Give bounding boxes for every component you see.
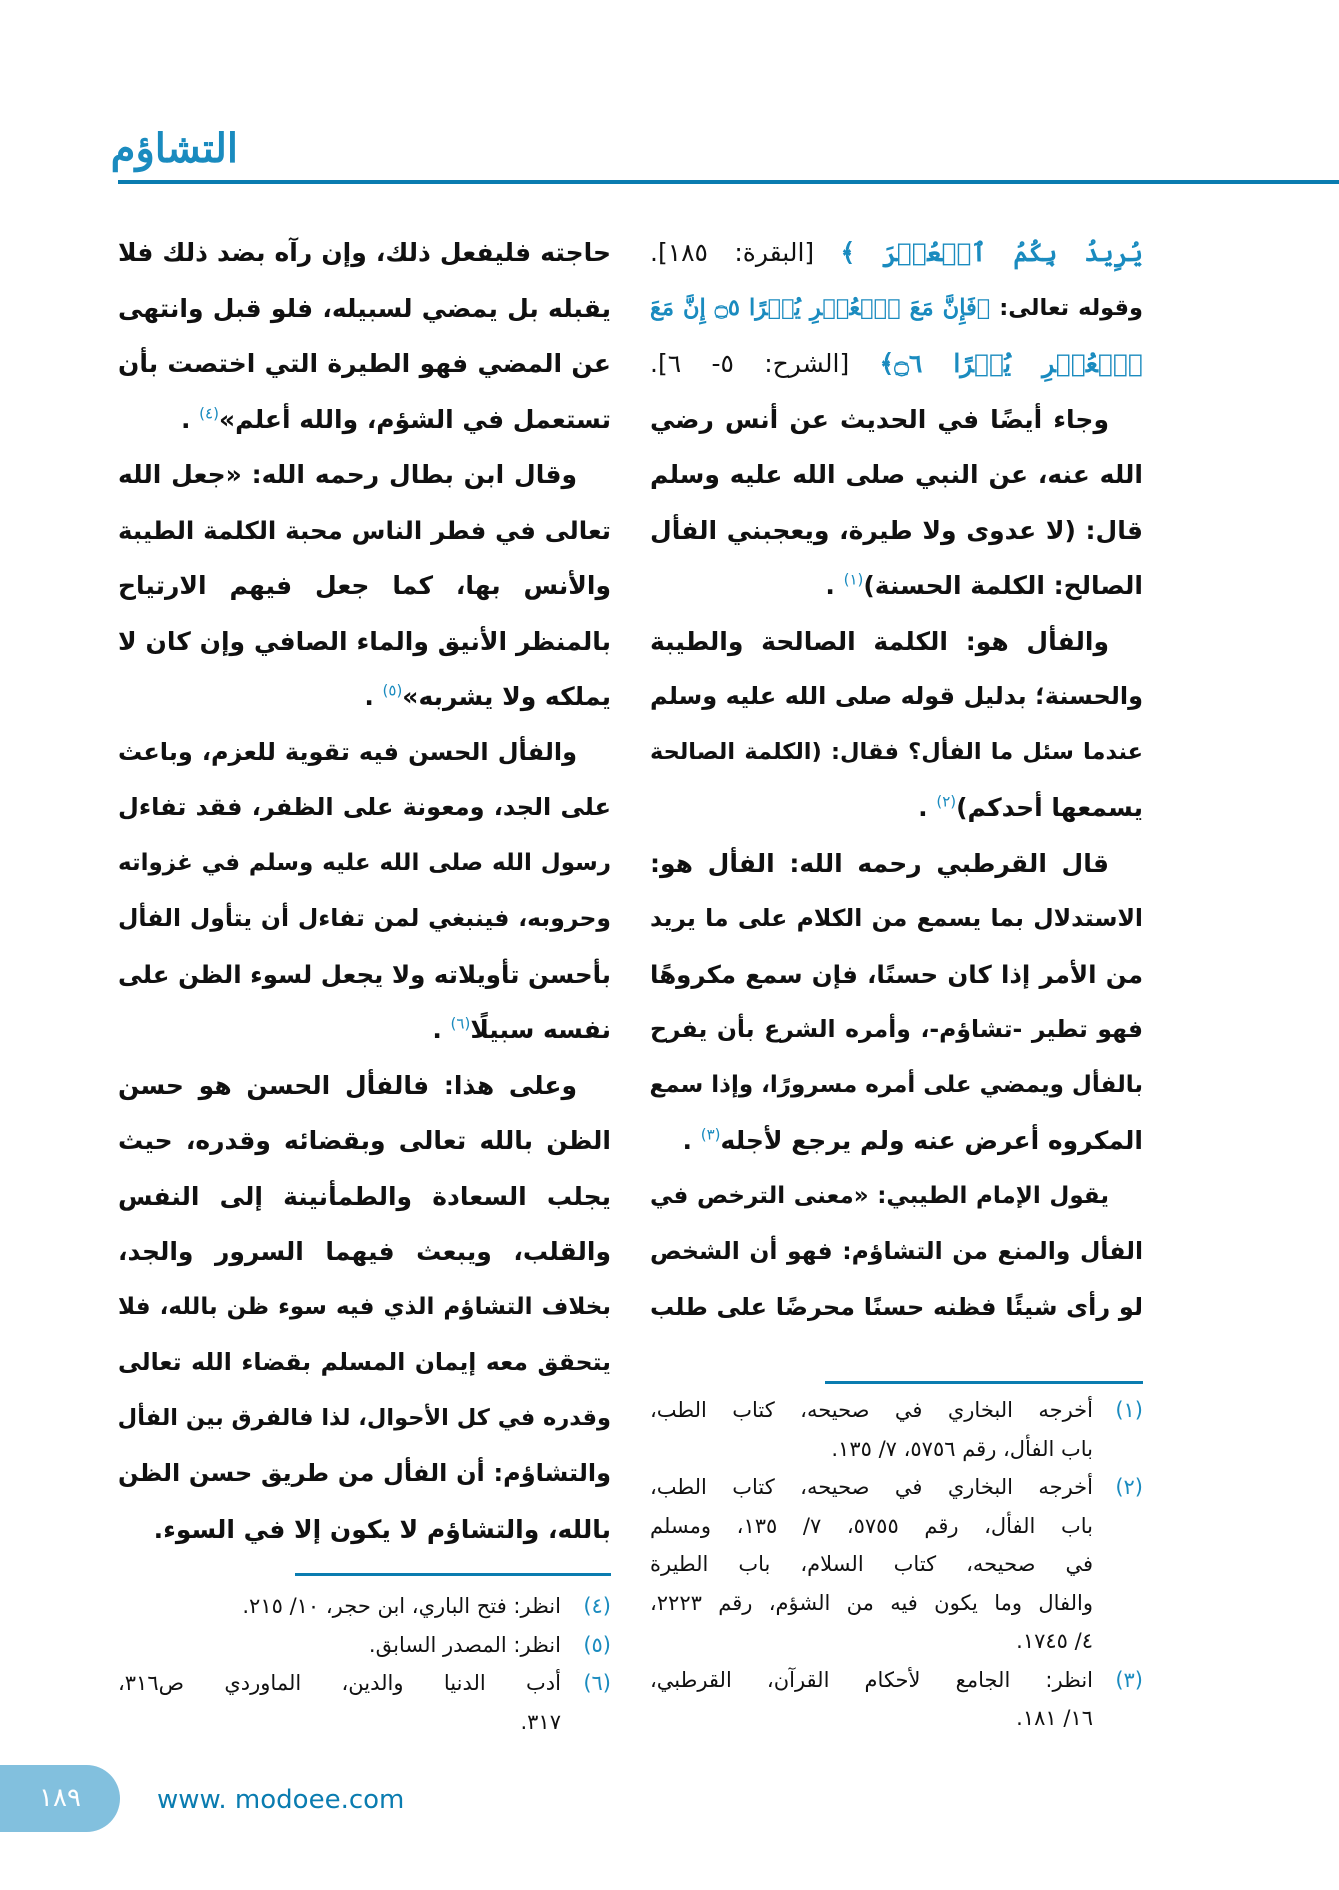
text-segment: على الجد، ومعونة على الظفر، فقد تفاءل	[118, 793, 611, 821]
footnote	[118, 1626, 611, 1665]
text-segment: والقلب، ويبعث فيهما السرور والجد،	[118, 1237, 611, 1266]
footnote-text: أخرجه البخاري في صحيحه، كتاب الطب،	[650, 1475, 1093, 1499]
footnote	[118, 1664, 611, 1741]
text-line	[650, 725, 1143, 781]
text-line	[118, 725, 611, 781]
text-line	[650, 1058, 1143, 1114]
text-segment: بأحسن تأويلاته ولا يجعل لسوء الظن على	[118, 959, 611, 989]
text-line	[650, 669, 1143, 725]
text-segment: الله عنه، عن النبي صلى الله عليه وسلم	[650, 460, 1143, 489]
footnote	[118, 1587, 611, 1626]
text-line	[118, 1446, 611, 1502]
text-line	[650, 1113, 1143, 1169]
website-link[interactable]: www. modoee.com	[157, 1785, 405, 1815]
text-segment: الفأل والمنع من التشاؤم: فهو أن الشخص	[650, 1237, 1143, 1265]
text-segment: والفأل الحسن فيه تقوية للعزم، وباعث	[118, 737, 577, 766]
text-segment: يقول الإمام الطيبي: «معنى الترخص في	[650, 1182, 1109, 1209]
text-line	[650, 1224, 1143, 1280]
text-segment: .	[682, 1126, 701, 1155]
footnote-text: أدب الدنيا والدين، الماوردي ص٣١٦،	[118, 1671, 561, 1695]
text-segment: فهو تطير -تشاؤم-، وأمره الشرع بأن يفرح	[650, 1015, 1143, 1043]
footnote-text: باب الفأل، رقم ٥٧٥٦، ٧/ ١٣٥.	[831, 1436, 1093, 1461]
text-line	[650, 780, 1143, 836]
footnote-reference[interactable]: (٢)	[936, 792, 957, 811]
header-divider	[118, 180, 1339, 184]
text-line	[118, 503, 611, 559]
text-line	[650, 947, 1143, 1003]
text-line	[118, 1502, 611, 1558]
footnote-number: (٣)	[1115, 1667, 1143, 1692]
text-segment: عندما سئل ما الفأل؟ فقال: (الكلمة الصالحة	[650, 738, 1143, 765]
footnote-reference[interactable]: (٤)	[199, 404, 219, 423]
footnote-text: انظر: المصدر السابق.	[368, 1632, 561, 1657]
text-segment: بالمنظر الأنيق والماء الصافي وإن كان لا	[118, 626, 611, 656]
text-segment: يسمعها أحدكم)	[956, 793, 1143, 822]
text-segment: الصالح: الكلمة الحسنة)	[863, 571, 1143, 600]
text-segment: وقدره في كل الأحوال، لذا فالفرق بين الفأل	[117, 1404, 611, 1431]
footnote-text: والفال وما يكون فيه من الشؤم، رقم ٢٢٢٣،	[650, 1590, 1093, 1615]
footnote-reference[interactable]: (٥)	[382, 681, 403, 700]
right-text-column	[650, 225, 1143, 1335]
text-line	[118, 392, 611, 448]
text-segment: .	[825, 571, 844, 600]
text-line	[650, 447, 1143, 503]
text-segment: رسول الله صلى الله عليه وسلم في غزواته	[118, 849, 611, 876]
text-segment: .	[180, 404, 200, 434]
footnote-text: ١٦/ ١٨١.	[1016, 1706, 1093, 1730]
footnote-number: (١)	[1115, 1398, 1143, 1422]
text-segment: نفسه سبيلًا	[470, 1015, 611, 1044]
text-line	[650, 1169, 1143, 1225]
text-segment: .	[432, 1015, 451, 1044]
text-segment: والأنس بها، كما جعل فيهم الارتياح	[118, 571, 611, 600]
footnote-reference[interactable]: (٣)	[700, 1125, 721, 1144]
text-segment: وعلى هذا: فالفأل الحسن هو حسن	[118, 1070, 577, 1100]
text-segment: بخلاف التشاؤم الذي فيه سوء ظن بالله، فلا	[118, 1293, 611, 1320]
text-line	[118, 447, 611, 503]
footnote-text: انظر: الجامع لأحكام القرآن، القرطبي،	[650, 1667, 1093, 1692]
text-segment: من الأمر إذا كان حسنًا، فإن سمع مكروهًا	[650, 959, 1143, 989]
footnote-text: ٣١٧.	[520, 1709, 561, 1734]
footnote	[650, 1661, 1143, 1738]
footnotes-left	[118, 1587, 611, 1741]
footnote-reference[interactable]: (١)	[843, 570, 864, 589]
text-line	[118, 558, 611, 614]
text-line	[650, 225, 1143, 281]
text-segment: [البقرة: ١٨٥].	[650, 238, 841, 267]
quran-verse: ٱلۡعُسۡرِ يُسۡرًا ۝٦﴾	[879, 349, 1144, 378]
text-segment: تعالى في فطر الناس محبة الكلمة الطيبة	[118, 515, 611, 545]
footnote	[650, 1468, 1143, 1661]
text-segment: يملكه ولا يشربه»	[402, 682, 611, 711]
footnote-number: (٥)	[583, 1632, 611, 1657]
text-line	[118, 336, 611, 392]
text-segment: بالفأل ويمضي على أمره مسرورًا، وإذا سمع	[649, 1071, 1143, 1098]
footnote-text: ٤/ ١٧٤٥.	[1016, 1629, 1093, 1653]
text-line	[650, 336, 1143, 392]
text-line	[650, 1280, 1143, 1336]
footnote-divider-right	[825, 1381, 1143, 1384]
text-line	[118, 669, 611, 725]
footnote-reference[interactable]: (٦)	[450, 1014, 471, 1033]
text-line	[650, 1002, 1143, 1058]
footnote	[650, 1391, 1143, 1468]
text-segment: وحروبه، فينبغي لمن تفاءل أن يتأول الفأل	[118, 904, 611, 932]
text-segment: وقوله تعالى:	[990, 294, 1143, 321]
text-segment: عن المضي فهو الطيرة التي اختصت بأن	[118, 349, 611, 378]
text-segment: لو رأى شيئًا فظنه حسنًا محرضًا على طلب	[650, 1292, 1143, 1321]
text-line	[650, 558, 1143, 614]
footnote-number: (٤)	[583, 1594, 611, 1618]
text-line	[118, 225, 611, 281]
text-segment: المكروه أعرض عنه ولم يرجع لأجله	[720, 1126, 1143, 1155]
text-line	[118, 1335, 611, 1391]
text-segment: .	[918, 793, 937, 822]
text-segment: والتشاؤم: أن الفأل من طريق حسن الظن	[118, 1459, 611, 1487]
text-line	[118, 614, 611, 670]
text-segment: والحسنة؛ بدليل قوله صلى الله عليه وسلم	[650, 682, 1143, 710]
text-line	[650, 503, 1143, 559]
text-line	[118, 1113, 611, 1169]
text-segment: قال القرطبي رحمه الله: الفأل هو:	[650, 848, 1109, 878]
text-segment: وجاء أيضًا في الحديث عن أنس رضي	[650, 404, 1109, 434]
footnotes-right	[650, 1391, 1143, 1738]
text-line	[118, 1391, 611, 1447]
text-line	[650, 281, 1143, 337]
quran-verse: ﴿فَإِنَّ مَعَ ٱلۡعُسۡرِ يُسۡرًا ۝٥ إِنَّ مَعَ	[650, 294, 991, 321]
text-line	[118, 780, 611, 836]
text-line	[650, 891, 1143, 947]
footnote-text: باب الفأل، رقم ٥٧٥٥، ٧/ ١٣٥، ومسلم	[650, 1513, 1093, 1538]
text-segment: يقبله بل يمضي لسبيله، فلو قبل وانتهى	[118, 293, 611, 323]
text-line	[118, 891, 611, 947]
text-line	[118, 1058, 611, 1114]
footnote-number: (٢)	[1115, 1475, 1143, 1499]
footnote-text: في صحيحه، كتاب السلام، باب الطيرة	[650, 1552, 1093, 1576]
text-segment: يتحقق معه إيمان المسلم بقضاء الله تعالى	[118, 1348, 611, 1376]
text-segment: والفأل هو: الكلمة الصالحة والطيبة	[650, 626, 1109, 656]
quran-verse: يُرِيدُ بِكُمُ ٱلۡعُسۡرَ ﴾	[840, 238, 1143, 267]
text-segment: الظن بالله تعالى وبقضائه وقدره، حيث	[118, 1126, 611, 1155]
text-line	[650, 614, 1143, 670]
text-segment: تستعمل في الشؤم، والله أعلم»	[218, 404, 611, 434]
chapter-title: التشاؤم	[110, 125, 238, 172]
page-number: ١٨٩	[0, 1765, 120, 1832]
text-line	[650, 836, 1143, 892]
text-segment: الاستدلال بما يسمع من الكلام على ما يريد	[650, 904, 1143, 932]
text-line	[650, 392, 1143, 448]
text-line	[118, 947, 611, 1003]
footnote-text: أخرجه البخاري في صحيحه، كتاب الطب،	[650, 1398, 1093, 1422]
text-line	[118, 1280, 611, 1336]
text-line	[118, 836, 611, 892]
text-line	[118, 281, 611, 337]
left-text-column	[118, 225, 611, 1557]
footnote-text: انظر: فتح الباري، ابن حجر، ١٠/ ٢١٥.	[242, 1594, 561, 1618]
footnote-divider-left	[295, 1573, 611, 1576]
text-segment: قال: (لا عدوى ولا طيرة، ويعجبني الفأل	[650, 515, 1143, 545]
text-line	[118, 1224, 611, 1280]
text-segment: [الشرح: ٥- ٦].	[650, 349, 880, 378]
text-segment: حاجته فليفعل ذلك، وإن رآه بضد ذلك فلا	[118, 238, 611, 267]
text-line	[118, 1002, 611, 1058]
footnote-number: (٦)	[583, 1671, 611, 1695]
text-segment: يجلب السعادة والطمأنينة إلى النفس	[118, 1181, 611, 1211]
text-line	[118, 1169, 611, 1225]
text-segment: .	[364, 682, 383, 711]
text-segment: بالله، والتشاؤم لا يكون إلا في السوء.	[153, 1514, 611, 1544]
text-segment: وقال ابن بطال رحمه الله: «جعل الله	[118, 460, 577, 489]
